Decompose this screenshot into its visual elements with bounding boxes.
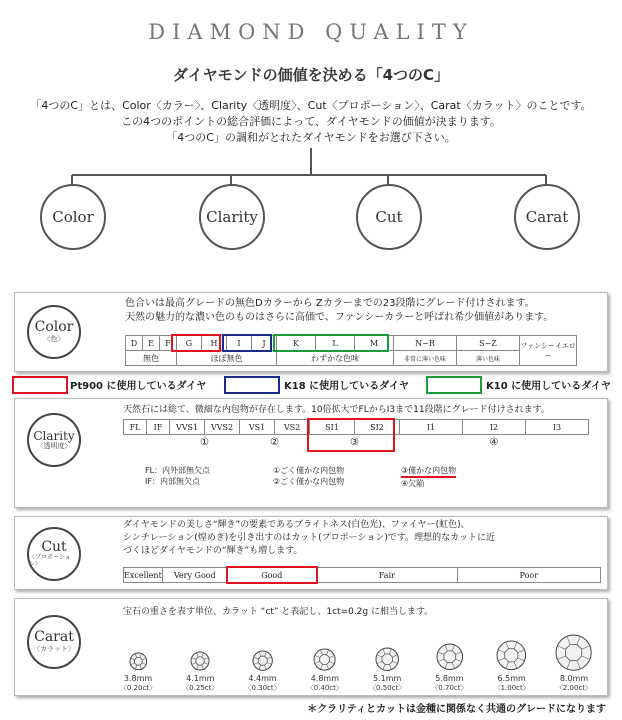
color-text xyxy=(125,297,605,325)
carat-size-item xyxy=(298,648,352,693)
clarity-num: ② xyxy=(270,436,279,448)
cut-text-line-3: づくほどダイヤモンドの“輝き”も増します。 xyxy=(123,546,303,556)
color-badge-title: Color xyxy=(34,319,74,336)
carat-size-item xyxy=(547,634,601,693)
grade-cell: VS2 xyxy=(275,420,310,435)
carat-badge-sub: 〈カラット〉 xyxy=(33,644,75,653)
group-label: わずかな色味 xyxy=(277,351,394,366)
color-text-line-2: 天然の魅力的な濃い色のものはさらに高価で、ファンシーカラーと呼ばれ希少価値があります。 xyxy=(125,312,554,323)
group-label: 非常に薄い色味 xyxy=(394,351,457,366)
grade-cell: G xyxy=(177,336,202,351)
grade-cell: IF xyxy=(147,420,170,435)
clarity-num: ① xyxy=(200,436,209,448)
note-fl: FL：内外部無欠点 xyxy=(145,466,211,475)
carat-size-item xyxy=(422,643,476,693)
grade-cell: SI1 xyxy=(310,420,355,435)
group-label: 薄い色味 xyxy=(457,351,520,366)
grade-cell: I2 xyxy=(463,420,526,435)
cut-circle: Cut xyxy=(356,184,422,250)
carat-badge xyxy=(27,615,81,669)
clarity-badge-title: Clarity xyxy=(33,428,75,443)
carat-size-mm: 4.1mm xyxy=(186,674,215,683)
carat-size-ct: 〈0.70ct〉 xyxy=(431,684,468,692)
carat-size-ct: 〈0.40ct〉 xyxy=(306,684,343,692)
carat-size-mm: 5.1mm xyxy=(372,674,402,683)
diamond-icon xyxy=(436,643,464,671)
diamond-icon xyxy=(129,652,148,671)
cut-grade-table xyxy=(123,567,601,583)
clarity-notes-right xyxy=(401,465,456,489)
clarity-notes-mid xyxy=(273,465,344,487)
grade-cell: M xyxy=(355,336,394,351)
grade-cell: I3 xyxy=(526,420,589,435)
note-4: ④欠陥 xyxy=(401,479,425,488)
legend-label-k18: K18 に使用しているダイヤ xyxy=(284,381,409,392)
color-text-line-1: 色合いは最高グレードの無色Dカラーから Zカラーまでの23段階にグレード付けされます。 xyxy=(125,298,535,309)
footnote: ＊クラリティとカットは金種に関係なく共通のグレードになります xyxy=(307,704,606,715)
diamond-icon xyxy=(496,640,527,671)
diamond-icon xyxy=(190,651,210,671)
carat-badge-title: Carat xyxy=(34,629,74,646)
carat-size-ct: 〈0.50ct〉 xyxy=(369,684,406,692)
note-1: ①ごく僅かな内包物 xyxy=(273,466,345,475)
cut-badge-title: Cut xyxy=(41,538,67,555)
intro-line-3: 「4つのC」の調和がとれたダイヤモンドをお選び下さい。 xyxy=(166,131,456,144)
grade-cell: L xyxy=(316,336,355,351)
grade-cell: S~Z xyxy=(457,336,520,351)
carat-size-ct: 〈0.20ct〉 xyxy=(119,684,157,692)
diamond-icon xyxy=(252,650,273,671)
clarity-text: 天然石には総て、微細な内包物が存在します。10倍拡大でFLからI3まで11段階にグレード付けされます。 xyxy=(123,405,550,415)
cut-badge xyxy=(27,527,81,581)
grade-cell: VVS2 xyxy=(205,420,240,435)
clarity-panel xyxy=(14,398,608,508)
page-title: DIAMOND QUALITY xyxy=(148,20,474,44)
clarity-num: ④ xyxy=(489,436,499,448)
grade-cell: F xyxy=(160,336,177,351)
color-panel xyxy=(14,292,608,372)
clarity-notes-left xyxy=(145,465,210,487)
intro-line-1: 「4つのC」とは、Color〈カラー〉、Clarity〈透明度〉、Cut〈プロポーション〉、Carat〈カラット〉のことです。 xyxy=(30,99,592,112)
carat-size-item xyxy=(111,652,165,693)
k18-highlight xyxy=(222,334,272,352)
carat-size-item xyxy=(360,647,414,693)
group-label: ほぼ無色 xyxy=(177,351,277,366)
clarity-num: ③ xyxy=(350,436,359,448)
note-if: IF：内部無欠点 xyxy=(145,477,200,486)
grade-cell: H xyxy=(202,336,227,351)
note-3: ③僅かな内包物 xyxy=(401,465,456,478)
grade-cell: J xyxy=(252,336,277,351)
grade-cell: I1 xyxy=(400,420,463,435)
diamond-icon xyxy=(375,647,399,671)
carat-text: 宝石の重さを表す単位、カラット “ct” と表記し、1ct=0.2g に相当します。 xyxy=(123,607,434,617)
cut-text-line-1: ダイヤモンドの美しさ“輝き”の要素であるブライトネス(白色光)、ファイヤー(虹色)、 xyxy=(123,520,470,530)
carat-circle: Carat xyxy=(514,184,580,250)
carat-size-ct: 〈2.00ct〉 xyxy=(555,684,593,692)
grade-cell: Good xyxy=(227,568,316,583)
diamond-icon xyxy=(555,634,592,671)
grade-cell: N~R xyxy=(394,336,457,351)
legend-swatch-pt900 xyxy=(12,376,68,394)
k10-highlight xyxy=(273,334,389,352)
carat-size-mm: 3.8mm xyxy=(123,674,153,683)
group-label: 無色 xyxy=(126,351,177,366)
grade-cell: VVS1 xyxy=(170,420,205,435)
carat-size-ct: 〈1.00ct〉 xyxy=(493,684,530,692)
pt900-highlight xyxy=(171,334,221,352)
grade-cell: Poor xyxy=(457,568,600,583)
clarity-highlight xyxy=(307,418,395,452)
carat-size-mm: 6.5mm xyxy=(497,674,526,683)
carat-size-ct: 〈0.30ct〉 xyxy=(244,684,281,692)
clarity-circle: Clarity xyxy=(199,184,265,250)
carat-size-item xyxy=(173,651,227,693)
grade-cell: K xyxy=(277,336,316,351)
cut-badge-sub: 〈プロポーション〉 xyxy=(29,554,71,568)
grade-cell: FL xyxy=(124,420,147,435)
color-badge-sub: 〈色〉 xyxy=(43,334,65,343)
clarity-badge-sub: 〈透明度〉 xyxy=(36,441,72,450)
grade-cell: I xyxy=(227,336,252,351)
cut-text-line-2: シンチレーション(煌めき)を引き出すのはカット(プロポーション)です。理想的なカットに近 xyxy=(123,533,496,543)
grade-cell: Very Good xyxy=(162,568,227,583)
grade-cell: Fair xyxy=(316,568,457,583)
carat-size-mm: 4.8mm xyxy=(310,674,339,683)
carat-size-row xyxy=(111,623,601,693)
cut-text xyxy=(123,519,605,558)
carat-size-item xyxy=(485,640,539,693)
grade-cell: VS1 xyxy=(240,420,275,435)
grade-cell: D xyxy=(126,336,143,351)
grade-cell: Excellent xyxy=(124,568,163,583)
grade-cell-fancy: ファンシーイエロー xyxy=(520,336,577,366)
carat-size-mm: 5.8mm xyxy=(435,674,464,683)
carat-panel xyxy=(14,598,608,696)
color-badge xyxy=(27,305,81,359)
grade-cell: E xyxy=(143,336,160,351)
note-2: ②ごく僅かな内包物 xyxy=(273,477,345,486)
intro-line-2: この4つのポイントの総合評価によって、ダイヤモンドの価値が決まります。 xyxy=(121,115,501,128)
diamond-icon xyxy=(313,648,336,671)
carat-size-mm: 8.0mm xyxy=(559,674,589,683)
carat-size-item xyxy=(236,650,290,693)
clarity-badge xyxy=(27,413,81,467)
cut-panel xyxy=(14,516,608,590)
carat-size-mm: 4.4mm xyxy=(248,674,277,683)
page-subtitle: ダイヤモンドの価値を決める「4つのC」 xyxy=(172,66,450,84)
tree-connector xyxy=(0,145,622,190)
cut-highlight xyxy=(226,566,318,584)
legend-label-k10: K10 に使用しているダイヤ xyxy=(486,381,611,392)
color-circle: Color xyxy=(40,184,106,250)
grade-cell: SI2 xyxy=(355,420,400,435)
legend-swatch-k18 xyxy=(224,376,280,394)
legend-label-pt900: Pt900 に使用しているダイヤ xyxy=(70,381,207,392)
legend-swatch-k10 xyxy=(426,376,482,394)
carat-size-ct: 〈0.25ct〉 xyxy=(182,684,219,692)
